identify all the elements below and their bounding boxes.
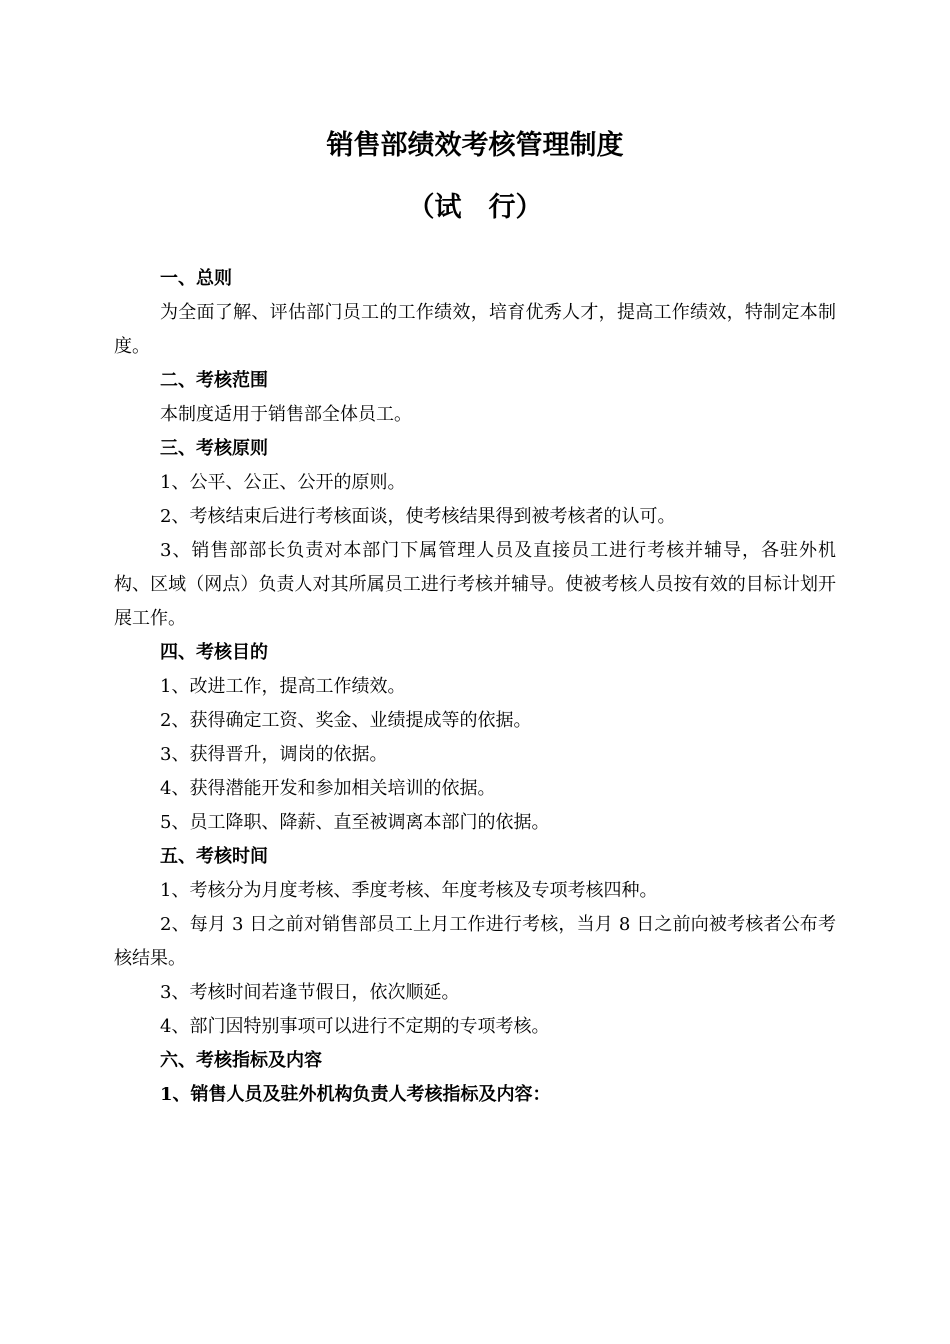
section-heading: 六、考核指标及内容 <box>160 1050 322 1071</box>
body-paragraph: 3、销售部部长负责对本部门下属管理人员及直接员工进行考核并辅导，各驻外机构、区域（网点）负责人对其所属员工进行考核并辅导。使被考核人员按有效的目标计划开展工作。 <box>114 540 836 629</box>
document-subtitle: （试 行） <box>407 192 543 223</box>
document-body <box>114 262 836 1112</box>
section-heading: 三、考核原则 <box>160 438 268 459</box>
section-heading: 一、总则 <box>160 268 232 289</box>
body-paragraph: 为全面了解、评估部门员工的工作绩效，培育优秀人才，提高工作绩效，特制定本制度。 <box>114 302 836 357</box>
body-paragraph: 5、员工降职、降薪、直至被调离本部门的依据。 <box>160 812 550 833</box>
body-paragraph: 4、部门因特别事项可以进行不定期的专项考核。 <box>160 1016 550 1037</box>
body-paragraph: 3、获得晋升，调岗的依据。 <box>160 744 388 765</box>
body-paragraph: 4、获得潜能开发和参加相关培训的依据。 <box>160 778 496 799</box>
body-paragraph: 1、改进工作，提高工作绩效。 <box>160 676 406 697</box>
section-heading: 1、销售人员及驻外机构负责人考核指标及内容： <box>160 1084 551 1105</box>
section-heading: 五、考核时间 <box>160 846 268 867</box>
section-heading: 二、考核范围 <box>160 370 268 391</box>
document-title: 销售部绩效考核管理制度 <box>326 130 624 161</box>
body-paragraph: 2、考核结束后进行考核面谈，使考核结果得到被考核者的认可。 <box>160 506 676 527</box>
body-paragraph: 2、获得确定工资、奖金、业绩提成等的依据。 <box>160 710 532 731</box>
body-paragraph: 1、公平、公正、公开的原则。 <box>160 472 406 493</box>
body-paragraph: 本制度适用于销售部全体员工。 <box>160 404 412 425</box>
body-paragraph: 2、每月 3 日之前对销售部员工上月工作进行考核，当月 8 日之前向被考核者公布考核结果。 <box>114 914 836 969</box>
body-paragraph: 3、考核时间若逢节假日，依次顺延。 <box>160 982 460 1003</box>
section-heading: 四、考核目的 <box>160 642 268 663</box>
body-paragraph: 1、考核分为月度考核、季度考核、年度考核及专项考核四种。 <box>160 880 658 901</box>
